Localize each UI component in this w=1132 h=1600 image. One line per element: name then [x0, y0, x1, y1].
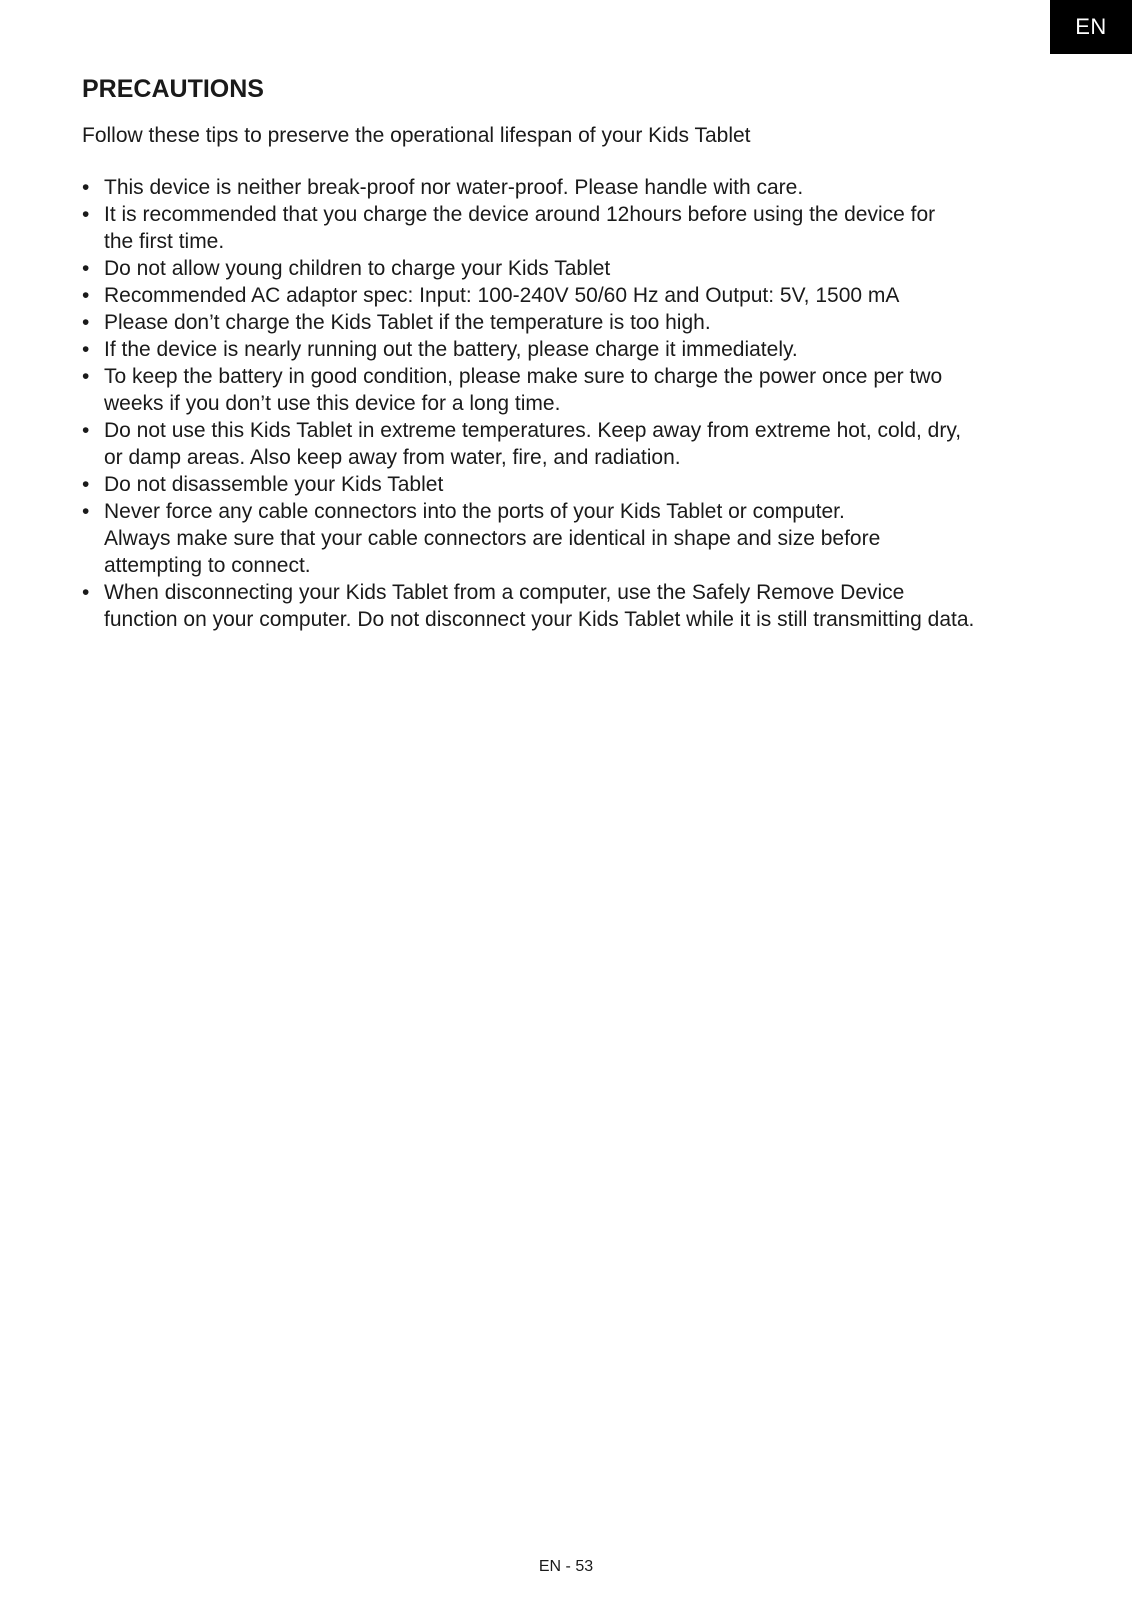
list-item: [82, 363, 1062, 417]
list-item-line: weeks if you don’t use this device for a long time.: [104, 392, 561, 415]
list-item-line: or damp areas. Also keep away from water, fire, and radiation.: [104, 446, 681, 469]
list-item-line: To keep the battery in good condition, please make sure to charge the power once per two: [104, 365, 943, 388]
bullet-icon: •: [82, 365, 90, 388]
list-item: [82, 471, 1062, 498]
precautions-list: [82, 174, 1062, 633]
bullet-icon: •: [82, 500, 90, 523]
bullet-icon: •: [82, 419, 90, 442]
list-item-line: If the device is nearly running out the battery, please charge it immediately.: [104, 338, 798, 361]
intro-text: Follow these tips to preserve the operational lifespan of your Kids Tablet: [82, 124, 751, 147]
list-item: [82, 201, 1062, 255]
list-item-line: Do not disassemble your Kids Tablet: [104, 473, 444, 496]
list-item-line: attempting to connect.: [104, 554, 311, 577]
bullet-icon: •: [82, 257, 90, 280]
page-title: PRECAUTIONS: [82, 75, 264, 103]
list-item: [82, 498, 1062, 579]
list-item: [82, 282, 1062, 309]
list-item: [82, 255, 1062, 282]
bullet-icon: •: [82, 176, 90, 199]
list-item-line: Never force any cable connectors into the ports of your Kids Tablet or computer.: [104, 500, 845, 523]
list-item-line: Do not use this Kids Tablet in extreme temperatures. Keep away from extreme hot, cold, dry,: [104, 419, 962, 442]
list-item-line: Recommended AC adaptor spec: Input: 100-240V 50/60 Hz and Output: 5V, 1500 mA: [104, 284, 900, 307]
bullet-icon: •: [82, 581, 90, 604]
bullet-icon: •: [82, 473, 90, 496]
list-item-line: When disconnecting your Kids Tablet from a computer, use the Safely Remove Device: [104, 581, 905, 604]
bullet-icon: •: [82, 311, 90, 334]
list-item-line: It is recommended that you charge the device around 12hours before using the device for: [104, 203, 936, 226]
list-item-line: Always make sure that your cable connectors are identical in shape and size before: [104, 527, 881, 550]
list-item: [82, 309, 1062, 336]
page-number: EN - 53: [538, 1558, 594, 1575]
list-item-line: Please don’t charge the Kids Tablet if the temperature is too high.: [104, 311, 711, 334]
list-item-line: This device is neither break-proof nor water-proof. Please handle with care.: [104, 176, 804, 199]
list-item: [82, 417, 1062, 471]
list-item: [82, 579, 1062, 633]
list-item-line: Do not allow young children to charge your Kids Tablet: [104, 257, 611, 280]
language-tab: EN: [1050, 0, 1132, 54]
list-item: [82, 336, 1062, 363]
bullet-icon: •: [82, 284, 90, 307]
bullet-icon: •: [82, 338, 90, 361]
list-item-line: function on your computer. Do not disconnect your Kids Tablet while it is still transmitting data.: [104, 608, 975, 631]
document-body: [82, 72, 1062, 633]
bullet-icon: •: [82, 203, 90, 226]
list-item: [82, 174, 1062, 201]
list-item-line: the first time.: [104, 230, 225, 253]
